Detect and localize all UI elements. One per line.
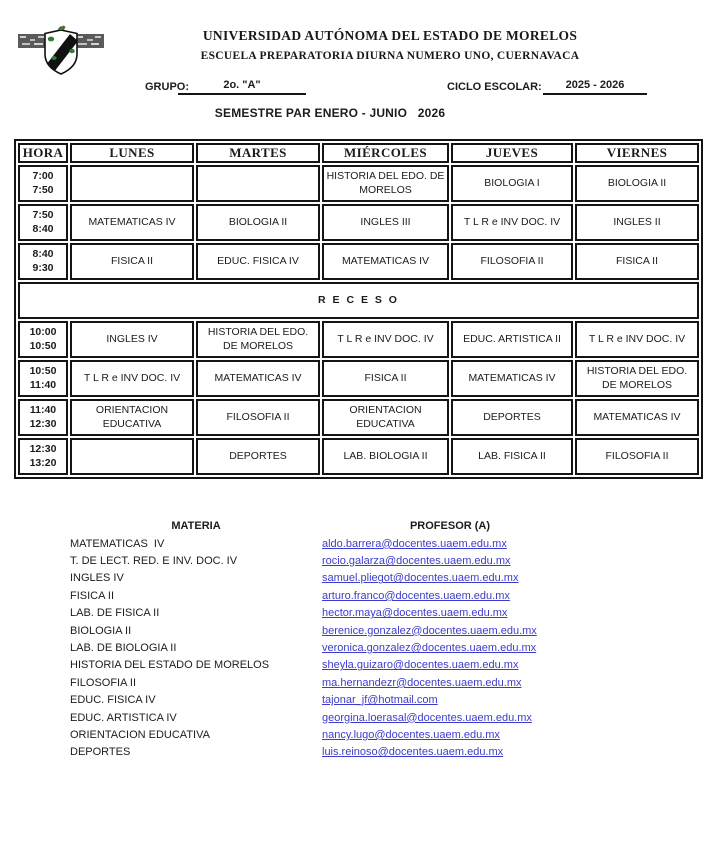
schedule-cell: INGLES II bbox=[575, 204, 699, 241]
schedule-cell: T L R e INV DOC. IV bbox=[575, 321, 699, 358]
faculty-row bbox=[70, 535, 630, 552]
faculty-row bbox=[70, 622, 630, 639]
schedule-cell: INGLES IV bbox=[70, 321, 194, 358]
professor-email-link[interactable]: arturo.franco@docentes.uaem.edu.mx bbox=[322, 589, 510, 602]
receso-cell: R E C E S O bbox=[18, 282, 699, 319]
schedule-cell bbox=[196, 165, 320, 202]
schedule-cell: DEPORTES bbox=[196, 438, 320, 475]
schedule-cell: BIOLOGIA II bbox=[196, 204, 320, 241]
schedule-cell: FISICA II bbox=[322, 360, 449, 397]
group-cycle-row bbox=[0, 79, 712, 97]
faculty-row bbox=[70, 587, 630, 604]
schedule-cell: T L R e INV DOC. IV bbox=[322, 321, 449, 358]
materia-name: LAB. DE BIOLOGIA II bbox=[70, 642, 177, 655]
table-row bbox=[18, 204, 699, 241]
faculty-list-header bbox=[70, 520, 630, 532]
column-header-hora: HORA bbox=[18, 143, 68, 163]
faculty-row bbox=[70, 639, 630, 656]
schedule-cell: DEPORTES bbox=[451, 399, 573, 436]
uaem-crest-logo bbox=[18, 24, 104, 78]
schedule-cell: HISTORIA DEL EDO. DE MORELOS bbox=[196, 321, 320, 358]
faculty-row bbox=[70, 570, 630, 587]
ciclo-escolar-value-field: 2025 - 2026 bbox=[543, 79, 647, 95]
logo-shield bbox=[45, 26, 78, 74]
schedule-cell: BIOLOGIA I bbox=[451, 165, 573, 202]
schedule-cell: MATEMATICAS IV bbox=[70, 204, 194, 241]
professor-email-link[interactable]: ma.hernandezr@docentes.uaem.edu.mx bbox=[322, 676, 522, 689]
schedule-cell: MATEMATICAS IV bbox=[575, 399, 699, 436]
professor-email-link[interactable]: veronica.gonzalez@docentes.uaem.edu.mx bbox=[322, 642, 537, 655]
ciclo-escolar-label: CICLO ESCOLAR: bbox=[447, 81, 542, 93]
faculty-row bbox=[70, 744, 630, 761]
schedule-cell bbox=[70, 438, 194, 475]
faculty-row bbox=[70, 605, 630, 622]
column-header-martes: MARTES bbox=[196, 143, 320, 163]
schedule-cell: HISTORIA DEL EDO. DE MORELOS bbox=[575, 360, 699, 397]
schedule-cell: MATEMATICAS IV bbox=[451, 360, 573, 397]
materia-name: FILOSOFIA II bbox=[70, 676, 137, 689]
logo-left-text-block bbox=[18, 34, 48, 48]
table-row bbox=[18, 243, 699, 280]
professor-email-link[interactable]: hector.maya@docentes.uaem.edu.mx bbox=[322, 607, 508, 620]
professor-email-link[interactable]: rocio.galarza@docentes.uaem.edu.mx bbox=[322, 555, 511, 568]
table-row bbox=[18, 438, 699, 475]
professor-email-link[interactable]: luis.reinoso@docentes.uaem.edu.mx bbox=[322, 746, 504, 759]
materia-name: DEPORTES bbox=[70, 746, 131, 759]
schedule-cell: HISTORIA DEL EDO. DE MORELOS bbox=[322, 165, 449, 202]
materia-name: INGLES IV bbox=[70, 572, 124, 585]
column-header-lunes: LUNES bbox=[70, 143, 194, 163]
schedule-cell: EDUC. ARTISTICA II bbox=[451, 321, 573, 358]
materia-name: T. DE LECT. RED. E INV. DOC. IV bbox=[70, 555, 238, 568]
column-header-miercoles: MIÉRCOLES bbox=[322, 143, 449, 163]
profesor-header: PROFESOR (A) bbox=[409, 520, 491, 532]
faculty-row bbox=[70, 726, 630, 743]
time-cell: 10:50 11:40 bbox=[18, 360, 68, 397]
column-header-viernes: VIERNES bbox=[575, 143, 699, 163]
semester-title: SEMESTRE PAR ENERO - JUNIO 2026 bbox=[214, 106, 446, 120]
materia-header: MATERIA bbox=[171, 520, 221, 532]
schedule-cell: T L R e INV DOC. IV bbox=[70, 360, 194, 397]
schedule-cell: LAB. FISICA II bbox=[451, 438, 573, 475]
table-header-row bbox=[18, 143, 699, 163]
faculty-list bbox=[70, 520, 630, 761]
table-row bbox=[18, 360, 699, 397]
schedule-cell: ORIENTACION EDUCATIVA bbox=[322, 399, 449, 436]
schedule-cell: INGLES III bbox=[322, 204, 449, 241]
logo-right-text-block bbox=[74, 34, 104, 48]
schedule-cell: BIOLOGIA II bbox=[575, 165, 699, 202]
table-row bbox=[18, 399, 699, 436]
materia-name: ORIENTACION EDUCATIVA bbox=[70, 728, 210, 741]
professor-email-link[interactable]: berenice.gonzalez@docentes.uaem.edu.mx bbox=[322, 624, 537, 637]
schedule-cell: T L R e INV DOC. IV bbox=[451, 204, 573, 241]
schedule-table bbox=[14, 139, 703, 479]
materia-name: MATEMATICAS IV bbox=[70, 537, 165, 550]
schedule-cell: FISICA II bbox=[575, 243, 699, 280]
materia-name: HISTORIA DEL ESTADO DE MORELOS bbox=[70, 659, 270, 672]
faculty-row bbox=[70, 552, 630, 569]
professor-email-link[interactable]: samuel.pliegot@docentes.uaem.edu.mx bbox=[322, 572, 519, 585]
table-row bbox=[18, 165, 699, 202]
schedule-cell: FISICA II bbox=[70, 243, 194, 280]
school-name: ESCUELA PREPARATORIA DIURNA NUMERO UNO, CUERNAVACA bbox=[200, 50, 580, 62]
grupo-label: GRUPO: bbox=[145, 81, 189, 93]
grupo-value-field: 2o. "A" bbox=[178, 79, 306, 95]
time-cell: 7:00 7:50 bbox=[18, 165, 68, 202]
materia-name: FISICA II bbox=[70, 589, 115, 602]
faculty-row bbox=[70, 657, 630, 674]
professor-email-link[interactable]: tajonar_jf@hotmail.com bbox=[322, 694, 438, 707]
column-header-jueves: JUEVES bbox=[451, 143, 573, 163]
professor-email-link[interactable]: sheyla.guizaro@docentes.uaem.edu.mx bbox=[322, 659, 519, 672]
time-cell: 10:00 10:50 bbox=[18, 321, 68, 358]
time-cell: 12:30 13:20 bbox=[18, 438, 68, 475]
professor-email-link[interactable]: aldo.barrera@docentes.uaem.edu.mx bbox=[322, 537, 507, 550]
time-cell: 8:40 9:30 bbox=[18, 243, 68, 280]
faculty-row bbox=[70, 674, 630, 691]
materia-name: EDUC. FISICA IV bbox=[70, 694, 156, 707]
materia-name: LAB. DE FISICA II bbox=[70, 607, 160, 620]
university-name: UNIVERSIDAD AUTÓNOMA DEL ESTADO DE MORELOS bbox=[202, 28, 578, 43]
time-cell: 7:50 8:40 bbox=[18, 204, 68, 241]
schedule-cell: MATEMATICAS IV bbox=[322, 243, 449, 280]
faculty-row bbox=[70, 709, 630, 726]
schedule-cell: FILOSOFIA II bbox=[575, 438, 699, 475]
table-row bbox=[18, 321, 699, 358]
schedule-cell: LAB. BIOLOGIA II bbox=[322, 438, 449, 475]
time-cell: 11:40 12:30 bbox=[18, 399, 68, 436]
schedule-cell: FILOSOFIA II bbox=[451, 243, 573, 280]
schedule-cell: EDUC. FISICA IV bbox=[196, 243, 320, 280]
materia-name: EDUC. ARTISTICA IV bbox=[70, 711, 177, 724]
faculty-row bbox=[70, 692, 630, 709]
professor-email-link[interactable]: nancy.lugo@docentes.uaem.edu.mx bbox=[322, 728, 500, 741]
schedule-cell: FILOSOFIA II bbox=[196, 399, 320, 436]
schedule-cell bbox=[70, 165, 194, 202]
schedule-cell: MATEMATICAS IV bbox=[196, 360, 320, 397]
schedule-cell: ORIENTACION EDUCATIVA bbox=[70, 399, 194, 436]
materia-name: BIOLOGIA II bbox=[70, 624, 132, 637]
receso-row bbox=[18, 282, 699, 319]
professor-email-link[interactable]: georgina.loerasal@docentes.uaem.edu.mx bbox=[322, 711, 532, 724]
